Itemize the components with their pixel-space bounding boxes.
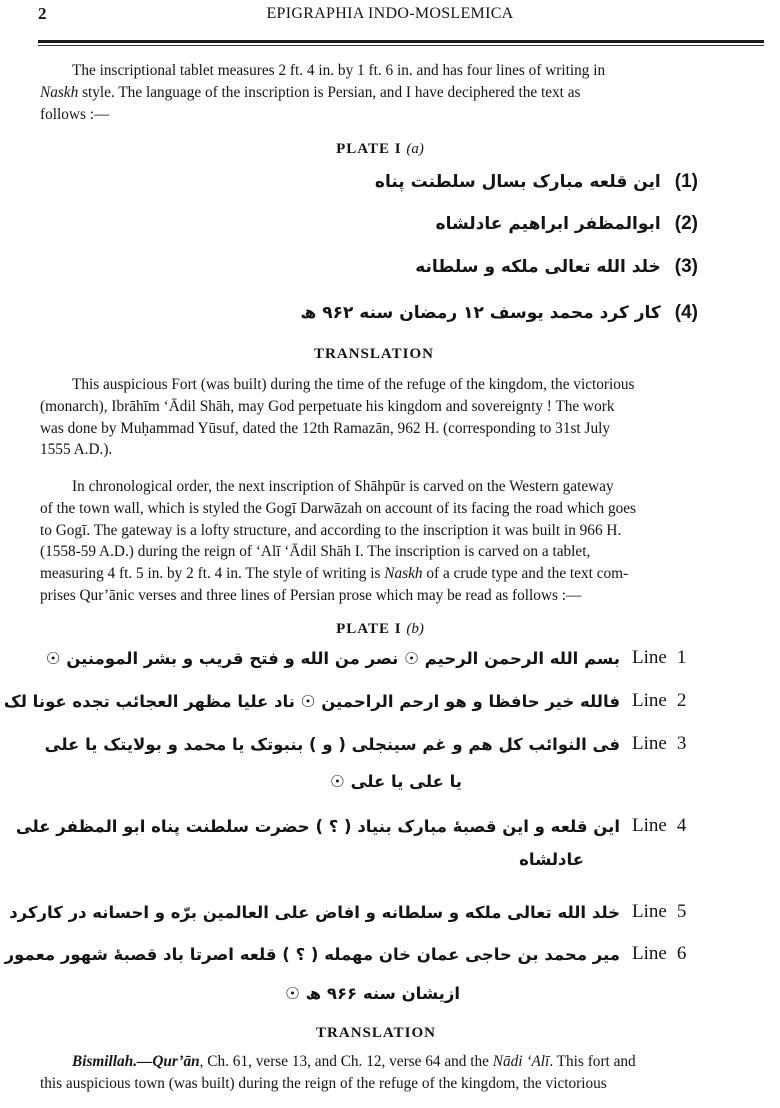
translation-a-heading: TRANSLATION (314, 346, 434, 362)
plate-a-line-3 (415, 256, 698, 278)
naskh-term: Naskh (40, 83, 79, 101)
translation-b-line-1-mid: , Ch. 61, verse 13, and Ch. 12, verse 64 and the (199, 1053, 493, 1070)
translation-b-line-1-post: . This fort and (549, 1053, 636, 1070)
translation-b-paragraph (40, 1051, 764, 1095)
plate-a-heading (0, 141, 770, 158)
arabic-text: کار کرد محمد یوسف ۱۲ رمضان سنه ۹۶۲ ھ (300, 303, 661, 323)
line-number: 6 (676, 943, 687, 964)
line-number: 2 (676, 690, 687, 711)
arabic-text: بسم الله الرحمن الرحیم ☉ نصر من الله و فتح قریب و بشر المومنین ☉ (45, 648, 620, 668)
page-number: 2 (38, 4, 47, 23)
line-number: (1) (674, 171, 698, 192)
line-number: 4 (676, 815, 687, 836)
body-paragraph (40, 476, 764, 607)
line-word: Line (632, 815, 667, 836)
translation-a-line-4: 1555 A.D.). (40, 441, 113, 459)
naskh-term: Naskh (384, 565, 423, 583)
translation-a-line-2: (monarch), Ibrāhīm ‘Ādil Shāh, may God perpetuate his kingdom and sovereignty ! The work (40, 397, 615, 415)
intro-line-2 (40, 82, 764, 104)
running-title: EPIGRAPHIA INDO-MOSLEMICA (266, 5, 514, 22)
plate-a-line-2 (436, 213, 698, 235)
line-label (632, 943, 702, 965)
line-label (632, 815, 702, 837)
rule-thick (38, 40, 764, 43)
body-line-5-pre: measuring 4 ft. 5 in. by 2 ft. 4 in. The style of writing is (40, 565, 385, 583)
intro-paragraph (40, 60, 764, 125)
plate-b-line-3-continuation: یا علی یا علی ☉ (330, 772, 462, 791)
line-label (632, 733, 702, 755)
plate-b-line-6-continuation: ازیشان سنه ۹۶۶ ھ ☉ (285, 984, 460, 1003)
plate-a-line-1 (375, 171, 698, 193)
body-line-5-post: of a crude type and the text com- (422, 565, 629, 583)
plate-a-subtitle: (a) (406, 141, 424, 157)
line-label (632, 690, 702, 712)
body-line-5 (40, 563, 764, 585)
line-word: Line (632, 690, 667, 711)
bismillah-quran-ref: Bismillah.—Qur’ān (72, 1053, 200, 1070)
nadi-ali-term: Nādi ‘Alī (492, 1053, 550, 1070)
header-double-rule (38, 40, 764, 48)
plate-b-line-4 (16, 815, 702, 837)
plate-b-line-3 (45, 733, 702, 755)
body-line-2: of the town wall, which is styled the Gogī Darwāzah on account of its facing the road which goes (40, 499, 636, 517)
line-number: 5 (676, 901, 687, 922)
line-label (632, 901, 702, 923)
body-line-4: (1558-59 A.D.) during the reign of ‘Alī ‘Ādil Shāh I. The inscription is carved on a tablet, (40, 543, 591, 561)
line-number: 3 (676, 733, 687, 754)
plate-a-title: PLATE I (336, 141, 402, 157)
line-number: (4) (674, 302, 698, 323)
arabic-text: خلد الله تعالی ملکه و سلطانه و افاض علی العالمین برّه و احسانه در کارکرد (9, 902, 620, 922)
plate-a-line-4 (300, 302, 698, 324)
translation-a-paragraph (40, 374, 764, 461)
plate-b-line-5 (9, 901, 702, 923)
intro-line-3: follows :— (40, 105, 110, 123)
line-word: Line (632, 943, 667, 964)
line-word: Line (632, 647, 667, 668)
line-number: (3) (674, 256, 698, 277)
intro-line-2-text: style. The language of the inscription is Persian, and I have deciphered the text as (78, 83, 581, 101)
plate-b-subtitle: (b) (406, 621, 424, 637)
plate-b-heading (0, 621, 770, 638)
line-number: (2) (674, 213, 698, 234)
body-line-6: prises Qur’ānic verses and three lines of Persian prose which may be read as follows :— (40, 586, 582, 604)
translation-b-heading: TRANSLATION (316, 1025, 436, 1041)
arabic-text: این قلعه مبارک بسال سلطنت پناه (374, 172, 661, 192)
plate-b-line-2 (4, 690, 702, 712)
translation-b-line-1 (40, 1051, 764, 1073)
line-word: Line (632, 733, 667, 754)
arabic-text: این قلعه و این قصبهٔ مبارک بنیاد ( ؟ ) حضرت سلطنت پناه ابو المظفر علی (15, 816, 620, 836)
line-number: 1 (676, 647, 687, 668)
plate-b-line-1 (46, 647, 702, 669)
translation-a-line-1: This auspicious Fort (was built) during the time of the refuge of the kingdom, the victorious (72, 376, 635, 393)
arabic-text: ابوالمظفر ابراهیم عادلشاه (435, 214, 661, 234)
plate-b-title: PLATE I (336, 621, 402, 637)
body-line-1: In chronological order, the next inscription of Shāhpūr is carved on the Western gateway (72, 478, 614, 495)
arabic-text: فی النوائب کل هم و غم سینجلی ( و ) بنبوتک یا محمد و بولایتک یا علی (44, 734, 620, 754)
arabic-text: خلد الله تعالی ملکه و سلطانه (415, 257, 661, 277)
rule-thin (38, 45, 764, 46)
intro-line-1: The inscriptional tablet measures 2 ft. 4 in. by 1 ft. 6 in. and has four lines of writing in (72, 62, 606, 79)
arabic-text: میر محمد بن حاجی عمان خان مهمله ( ؟ ) قلعه اصرتا باد قصبهٔ شهور معمور (4, 944, 620, 964)
arabic-text: فالله خیر حافظا و هو ارحم الراحمین ☉ ناد علیا مظهر العجائب تجده عونا لک (3, 691, 620, 711)
plate-b-line-6 (5, 943, 702, 965)
line-label (632, 647, 702, 669)
translation-b-line-2: this auspicious town (was built) during the reign of the refuge of the kingdom, the victorious (40, 1074, 607, 1092)
body-line-3: to Gogī. The gateway is a lofty structure, and according to the inscription it was built in 966 H. (40, 521, 622, 539)
translation-a-line-3: was done by Muḥammad Yūsuf, dated the 12th Ramazān, 962 H. (corresponding to 31st July (40, 419, 610, 437)
plate-b-line-4-continuation: عادلشاه (519, 850, 584, 869)
line-word: Line (632, 901, 667, 922)
